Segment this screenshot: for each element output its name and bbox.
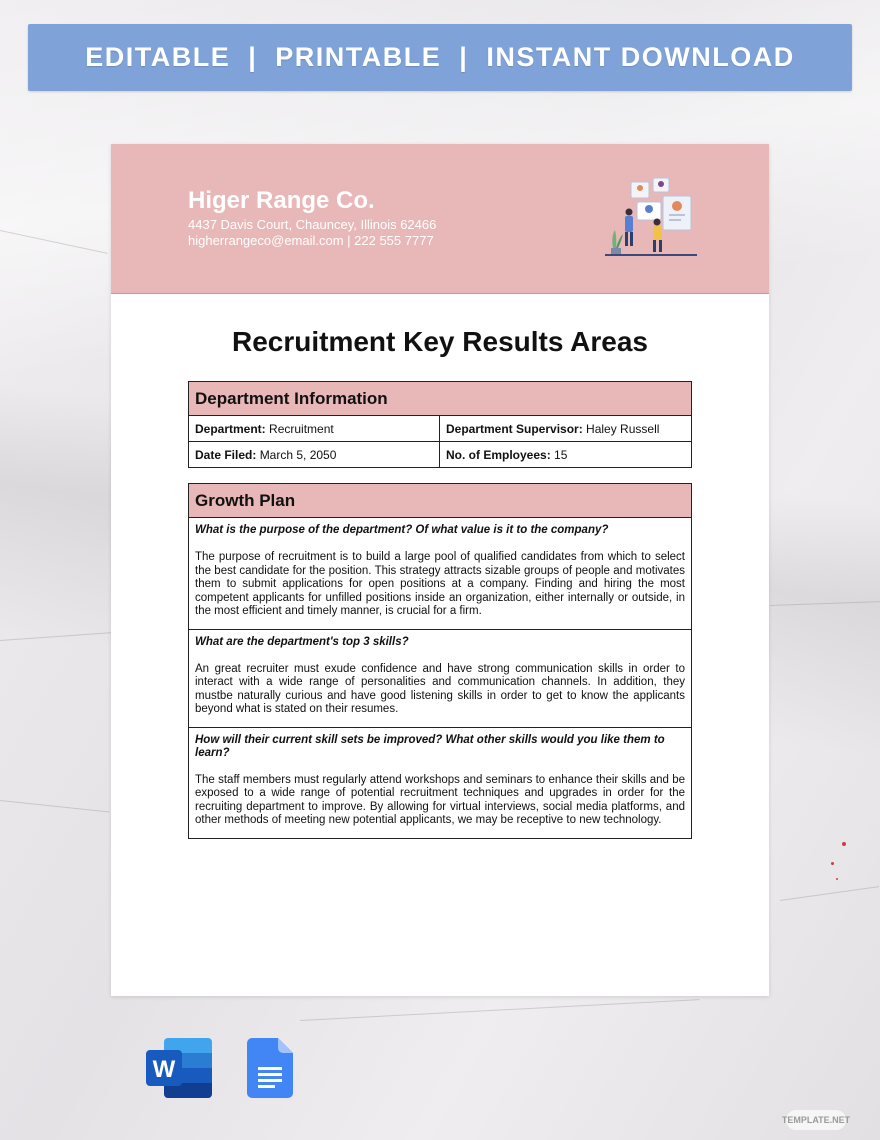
document-title: Recruitment Key Results Areas — [231, 326, 648, 357]
growth-plan-heading: Growth Plan — [189, 484, 692, 518]
date-filed-label: Date Filed: — [195, 447, 257, 462]
growth-plan-question: What is the purpose of the department? Of what value is it to the company? — [195, 524, 609, 536]
growth-plan-answer: The staff members must regularly attend workshops and seminars to enhance their skills and be exposed to a wide range of potential recruitment techniques and upgrades in order for the recruiting department to improve. By allowing for virtual interviews, social media platforms, and other methods of meeting new potential applicants, we may be receptive to new technology. — [195, 773, 685, 826]
employees-value: 15 — [554, 447, 568, 462]
department-value: Recruitment — [269, 421, 334, 436]
growth-plan-question: What are the department's top 3 skills? — [195, 635, 409, 648]
supervisor-cell — [440, 416, 692, 442]
word-icon-letter: W — [152, 1056, 176, 1083]
letterhead — [111, 144, 769, 294]
promo-banner — [28, 24, 852, 91]
company-name: Higer Range Co. — [188, 187, 375, 214]
template-net-watermark: TEMPLATE.NET — [786, 1110, 846, 1130]
growth-plan-item — [189, 629, 692, 727]
growth-plan-item — [189, 727, 692, 838]
supervisor-label: Department Supervisor: — [446, 421, 583, 436]
department-info-table — [188, 381, 692, 468]
growth-plan-question: How will their current skill sets be improved? What other skills would you like them to learn? — [195, 733, 665, 759]
growth-plan-answer: An great recruiter must exude confidence and have strong communication skills in order to interact with a wide range of personalities and communication channels. In addition, they mustbe naturally curious and have good listening skills in order to get to know the applicants beyond what is stated on their resumes. — [195, 662, 685, 715]
date-filed-value: March 5, 2050 — [259, 447, 337, 462]
department-label: Department: — [195, 421, 266, 436]
growth-plan-item — [189, 518, 692, 630]
supervisor-value: Haley Russell — [586, 421, 660, 436]
google-docs-icon[interactable] — [247, 1038, 293, 1098]
employees-label: No. of Employees: — [446, 447, 551, 462]
recruitment-illustration-icon — [601, 178, 701, 258]
department-info-heading: Department Information — [189, 382, 692, 416]
promo-banner-text: EDITABLE | PRINTABLE | INSTANT DOWNLOAD — [85, 42, 795, 72]
document-page — [111, 144, 769, 996]
company-address: 4437 Davis Court, Chauncey, Illinois 62466 — [188, 217, 437, 232]
department-cell — [189, 416, 440, 442]
growth-plan-answer: The purpose of recruitment is to build a large pool of qualified candidates from which to select the best candidate for the position. This strategy attracts sizable groups of people and motivates them to submit applications for open positions at a company. Finding and hiring the most competent applicants for unfilled positions inside an organization, either internally or outside, in the most efficient and timely manner, is crucial for a firm. — [195, 551, 685, 617]
company-contact: higherrangeco@email.com | 222 555 7777 — [188, 233, 434, 248]
employees-cell — [440, 442, 692, 468]
microsoft-word-icon[interactable] — [146, 1038, 214, 1098]
date-filed-cell — [189, 442, 440, 468]
growth-plan-table — [188, 483, 692, 839]
